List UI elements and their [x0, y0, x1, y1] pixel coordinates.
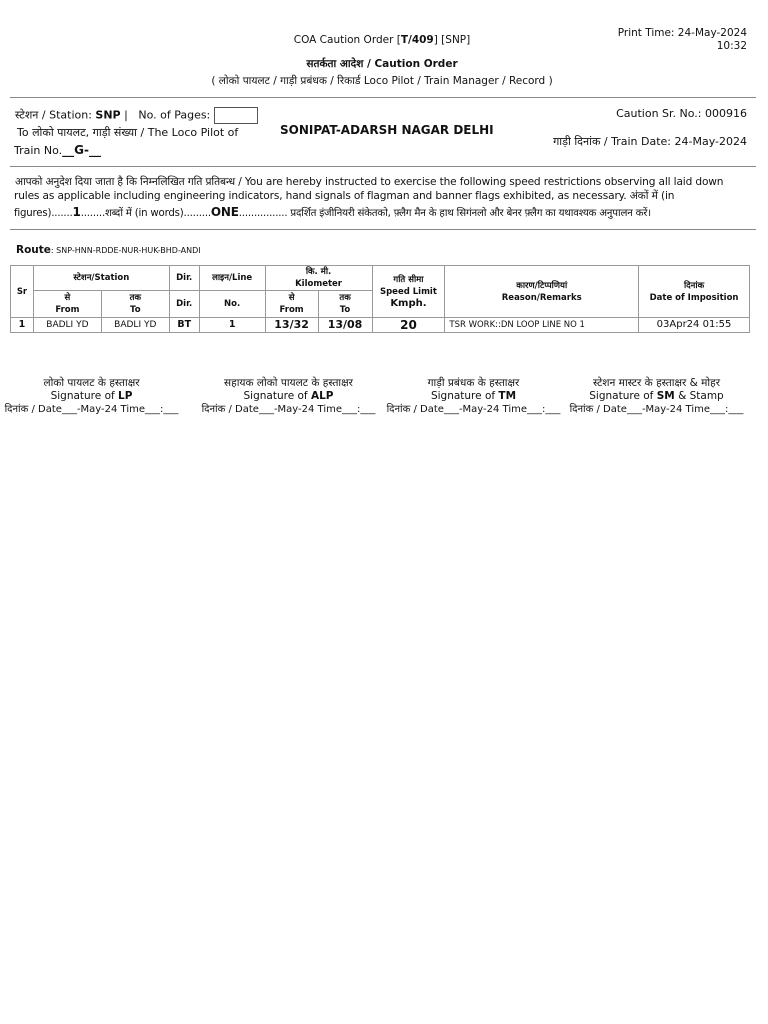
- cell-km-from: 13/32: [265, 318, 318, 333]
- print-time-date: Print Time: 24-May-2024: [617, 27, 747, 39]
- signature-lp-hindi: लोको पायलट के हस्ताक्षर: [43, 377, 140, 389]
- col-kilometer: [265, 266, 372, 291]
- loco-pilot-label: To लोको पायलट, गाड़ी संख्या / The Loco Pilot of: [17, 126, 239, 139]
- signature-alp-prefix: Signature of: [243, 390, 311, 402]
- section-name: SONIPAT-ADARSH NAGAR DELHI: [280, 123, 494, 137]
- to-english: To: [130, 305, 141, 315]
- signature-tm-hindi: गाड़ी प्रबंधक के हस्ताक्षर: [427, 377, 520, 389]
- col-date: [639, 266, 750, 318]
- reason-english: Reason/Remarks: [501, 292, 582, 303]
- col-station-from: [33, 291, 101, 318]
- cell-line: 1: [199, 318, 265, 333]
- col-dir: Dir.: [169, 266, 199, 291]
- station-separator: |: [124, 108, 128, 122]
- figures-value: 1: [72, 205, 81, 219]
- km-to-hindi: तक: [339, 293, 351, 303]
- signature-lp-english: [0, 390, 184, 403]
- train-date-label: गाड़ी दिनांक / Train Date:: [553, 135, 672, 148]
- words-label: ........शब्दों में (in words).........: [80, 208, 211, 219]
- signature-lp-prefix: Signature of: [50, 390, 119, 402]
- cell-from: BADLI YD: [33, 318, 101, 333]
- signature-sm-role: SM: [656, 390, 675, 402]
- caution-serial: [616, 107, 747, 120]
- col-speed: [372, 266, 445, 318]
- col-km-from: [265, 291, 318, 318]
- station-value: SNP: [95, 108, 121, 122]
- instruction-line-2: rules as applicable including engineering indicators, hand signals of flagman and banner flags exhibited, as necessary. अंकों में (in: [14, 190, 675, 202]
- print-time: [618, 27, 747, 53]
- caution-serial-label: Caution Sr. No.:: [616, 107, 702, 120]
- col-station-to: [101, 291, 169, 318]
- speed-unit: Kmph.: [390, 297, 427, 309]
- km-from-english: From: [279, 305, 304, 315]
- table-header-row: [11, 266, 750, 291]
- signature-sm-suffix: & Stamp: [674, 390, 724, 402]
- signature-tm-english: [381, 390, 566, 403]
- caution-serial-value: 000916: [705, 107, 747, 120]
- signature-sm: [564, 377, 749, 416]
- divider: [10, 229, 756, 230]
- from-english: From: [55, 305, 80, 315]
- col-sr: Sr: [11, 266, 34, 318]
- speed-english: Speed Limit: [379, 286, 437, 297]
- cell-to: BADLI YD: [101, 318, 169, 333]
- instruction-line-3: [14, 205, 651, 219]
- date-english: Date of Imposition: [649, 292, 739, 303]
- signature-alp-hindi: सहायक लोको पायलट के हस्ताक्षर: [224, 377, 353, 389]
- pages-box: [214, 107, 258, 124]
- words-value: ONE: [210, 205, 239, 219]
- figures-label: figures).......: [14, 208, 73, 219]
- signature-tm-date: दिनांक / Date___-May-24 Time___:___: [386, 404, 561, 415]
- km-english: Kilometer: [295, 279, 342, 289]
- cell-reason: TSR WORK::DN LOOP LINE NO 1: [445, 318, 639, 333]
- train-no-value: __G-__: [62, 143, 101, 157]
- title-prefix: COA Caution Order [: [293, 34, 401, 46]
- col-km-to: [318, 291, 372, 318]
- signature-tm-role: TM: [498, 390, 517, 402]
- order-subtitle: सतर्कता आदेश / Caution Order: [306, 58, 458, 70]
- signature-lp: [0, 377, 184, 416]
- speed-restriction-table: [10, 265, 750, 333]
- col-line-no: No.: [199, 291, 265, 318]
- order-code: T/409: [400, 34, 434, 46]
- km-to-english: To: [339, 305, 351, 315]
- date-hindi: दिनांक: [683, 280, 705, 291]
- cell-dir: BT: [169, 318, 199, 333]
- col-line: लाइन/Line: [199, 266, 265, 291]
- from-hindi: से: [64, 293, 71, 303]
- signature-alp: [196, 377, 381, 416]
- title-suffix: ] [SNP]: [433, 34, 471, 46]
- to-hindi: तक: [129, 293, 141, 303]
- km-hindi: कि. मी.: [305, 267, 332, 277]
- col-dir-sub: Dir.: [169, 291, 199, 318]
- signature-alp-date: दिनांक / Date___-May-24 Time___:___: [201, 404, 376, 415]
- instruction-line-1: आपको अनुदेश दिया जाता है कि निम्नलिखित गति प्रतिबन्ध / You are hereby instructed to exercise the following speed restrictions observing all laid down: [15, 176, 724, 188]
- divider: [10, 166, 756, 167]
- cell-date: 03Apr24 01:55: [639, 318, 750, 333]
- train-no-label: Train No.: [14, 144, 63, 157]
- order-recipients: ( लोको पायलट / गाड़ी प्रबंधक / रिकार्ड Loco Pilot / Train Manager / Record ): [211, 75, 553, 87]
- route-label: Route: [16, 244, 51, 256]
- signature-sm-prefix: Signature of: [589, 390, 657, 402]
- divider: [10, 97, 756, 98]
- station-line: [15, 107, 258, 124]
- km-from-hindi: से: [288, 293, 295, 303]
- signature-lp-date: दिनांक / Date___-May-24 Time___:___: [4, 404, 179, 415]
- signature-alp-english: [196, 390, 381, 403]
- signature-alp-role: ALP: [310, 390, 334, 402]
- col-reason: [445, 266, 639, 318]
- route: [16, 238, 201, 257]
- cell-sr: 1: [11, 318, 34, 333]
- train-date: [553, 134, 747, 149]
- signature-sm-hindi: स्टेशन मास्टर के हस्ताक्षर & मोहर: [592, 377, 720, 389]
- signature-tm-prefix: Signature of: [430, 390, 499, 402]
- print-time-clock: 10:32: [716, 40, 747, 52]
- signature-tm: [381, 377, 566, 416]
- train-no: [14, 143, 101, 157]
- route-value: : SNP-HNN-RDDE-NUR-HUK-BHD-ANDI: [50, 246, 201, 255]
- train-date-value: 24-May-2024: [674, 135, 747, 148]
- reason-hindi: कारण/टिप्पणियां: [516, 280, 568, 291]
- table-row: [11, 318, 750, 333]
- station-label: स्टेशन / Station:: [15, 108, 92, 122]
- signature-sm-english: [564, 390, 749, 403]
- pages-label: No. of Pages:: [138, 108, 211, 122]
- signature-sm-date: दिनांक / Date___-May-24 Time___:___: [569, 404, 744, 415]
- cell-speed: 20: [372, 318, 445, 333]
- instruction-suffix: ................ प्रदर्शित इंजीनियरी संकेतको, फ़्लैग मैन के हाथ सिगंनलो और बेनर फ़्लैग का यथावश्यक अनुपालन करें।: [238, 208, 651, 219]
- cell-km-to: 13/08: [318, 318, 372, 333]
- speed-hindi: गति सीमा: [393, 274, 424, 285]
- signature-lp-role: LP: [118, 390, 133, 402]
- col-station: स्टेशन/Station: [33, 266, 169, 291]
